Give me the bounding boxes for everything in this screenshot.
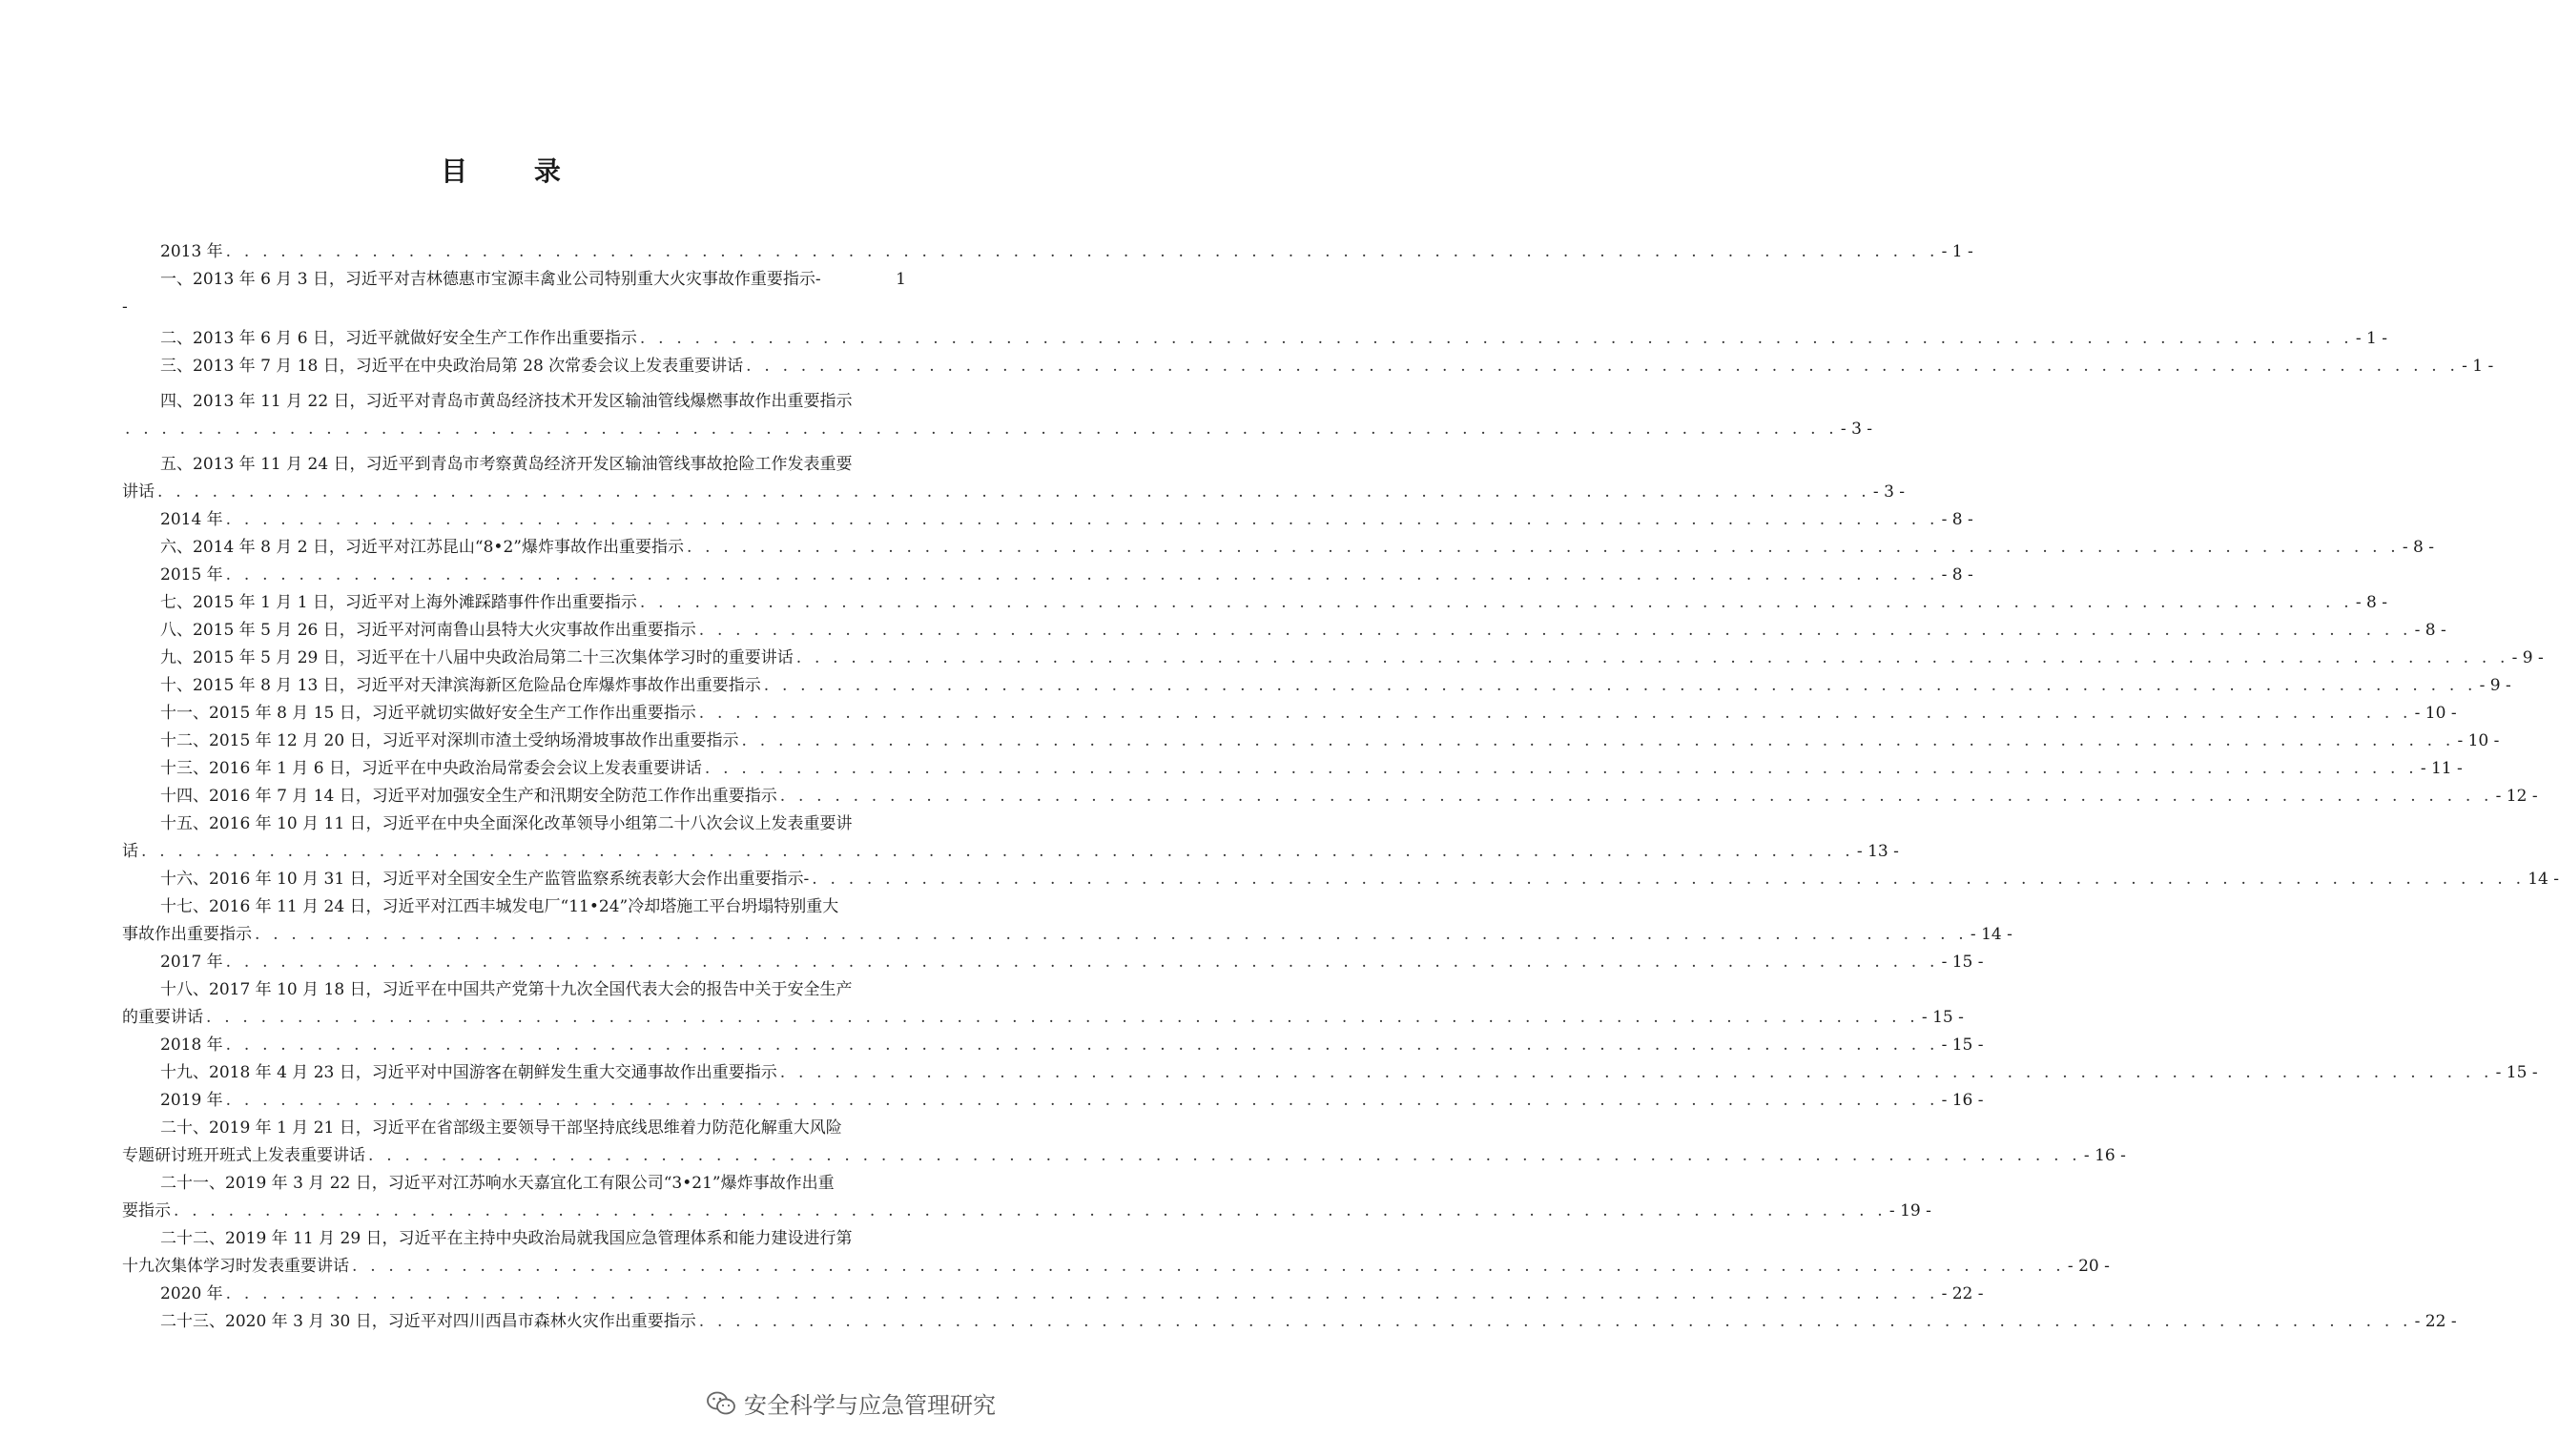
toc-entry[interactable] <box>122 534 2435 562</box>
toc-page-number: 1 <box>896 270 906 289</box>
leader-dots: . . . . . . . . . . . . . . . . . . . . . . . . . . . . . . . . . . . . . . . . . . . . . . . . . . . . . . . . . . . . . . . . . . . . . . . . . . . . . . . . . . . . . . . . . . . . . . <box>639 593 2353 612</box>
toc-entry-text: 十二、2015 年 12 月 20 日，习近平对深圳市渣土受纳场滑坡事故作出重要指示 <box>160 731 739 750</box>
leader-dots: . . . . . . . . . . . . . . . . . . . . . . . . . . . . . . . . . . . . . . . . . . . . . . . . . . . . . . . . . . . . . . . . . . . . . . . . . . . . . . . . . . . . . . . . . . . . . . <box>698 1312 2412 1331</box>
leader-dots: . . . . . . . . . . . . . . . . . . . . . . . . . . . . . . . . . . . . . . . . . . . . . . . . . . . . . . . . . . . . . . . . . . . . . . . . . . . . . . . . . . . . . . . . . . . . . . <box>125 420 1838 439</box>
toc-page-number: - 15 - <box>1941 953 1984 972</box>
toc-entry-text: 十七、2016 年 11 月 24 日，习近平对江西丰城发电厂“11•24”冷却塔施工平台坍塌特别重大 <box>160 897 839 916</box>
toc-page-number: 14 - <box>2528 870 2559 889</box>
leader-dots: . . . . . . . . . . . . . . . . . . . . . . . . . . . . . . . . . . . . . . . . . . . . . . . . . . . . . . . . . . . . . . . . . . . . . . . . . . . . . . . . . . . . . . . . . . . . . . <box>225 953 1939 972</box>
toc-entry-text: 十九、2018 年 4 月 23 日，习近平对中国游客在朝鲜发生重大交通事故作出重要指示 <box>160 1063 777 1082</box>
toc-page-number: - 15 - <box>1941 1036 1984 1055</box>
toc-entry[interactable] <box>122 353 2494 380</box>
leader-dots: . . . . . . . . . . . . . . . . . . . . . . . . . . . . . . . . . . . . . . . . . . . . . . . . . . . . . . . . . . . . . . . . . . . . . . . . . . . . . . . . . . . . . . . . . . . . . . <box>157 482 1870 502</box>
toc-entry[interactable] <box>122 562 1973 589</box>
toc-entry-text: 十八、2017 年 10 月 18 日，习近平在中国共产党第十九次全国代表大会的报告中关于安全生产 <box>160 980 853 999</box>
toc-page-number: - 8 - <box>2414 621 2446 640</box>
toc-page-number: - 19 - <box>1888 1201 1931 1220</box>
toc-page-number: - 3 - <box>1872 482 1906 502</box>
toc-page-number: - 8 - <box>2402 538 2435 557</box>
toc-page-number: - 22 - <box>1941 1284 1984 1303</box>
toc-entry-text: 六、2014 年 8 月 2 日，习近平对江苏昆山“8•2”爆炸事故作出重要指示 <box>160 538 684 557</box>
toc-entry-text: 2019 年 <box>160 1091 223 1110</box>
toc-entry[interactable] <box>122 589 2387 617</box>
toc-entry-text-cont: 十九次集体学习时发表重要讲话 <box>122 1257 349 1276</box>
toc-page-number: - 1 - <box>2355 329 2387 348</box>
toc-entry[interactable] <box>122 893 2012 949</box>
toc-entry-text: 十五、2016 年 10 月 11 日，习近平在中央全面深化改革领导小组第二十八次会议上发表重要讲 <box>160 814 853 833</box>
toc-entry-text-cont: 专题研讨班开班式上发表重要讲话 <box>122 1146 365 1165</box>
leader-dots: . . . . . . . . . . . . . . . . . . . . . . . . . . . . . . . . . . . . . . . . . . . . . . . . . . . . . . . . . . . . . . . . . . . . . . . . . . . . . . . . . . . . . . . . . . . . . . <box>698 621 2412 640</box>
toc-entry-text-cont: - <box>122 297 128 317</box>
toc-page-number: - 22 - <box>2414 1312 2457 1331</box>
toc-page-number: - 13 - <box>1856 842 1899 861</box>
toc-entry-text: 十三、2016 年 1 月 6 日，习近平在中央政治局常委会会议上发表重要讲话 <box>160 759 702 778</box>
toc-page-number: - 16 - <box>2083 1146 2126 1165</box>
leader-dots: . . . . . . . . . . . . . . . . . . . . . . . . . . . . . . . . . . . . . . . . . . . . . . . . . . . . . . . . . . . . . . . . . . . . . . . . . . . . . . . . . . . . . . . . . . . . . . <box>704 759 2418 778</box>
leader-dots: . . . . . . . . . . . . . . . . . . . . . . . . . . . . . . . . . . . . . . . . . . . . . . . . . . . . . . . . . . . . . . . . . . . . . . . . . . . . . . . . . . . . . . . . . . . . . . <box>779 1063 2493 1082</box>
leader-dots: . . . . . . . . . . . . . . . . . . . . . . . . . . . . . . . . . . . . . . . . . . . . . . . . . . . . . . . . . . . . . . . . . . . . . . . . . . . . . . . . . . . . . . . . . . . . . . <box>741 731 2455 750</box>
watermark <box>706 1386 996 1420</box>
toc-page-number: - 8 - <box>1941 565 1973 584</box>
toc-page-number: - 15 - <box>2495 1063 2538 1082</box>
leader-dots: . . . . . . . . . . . . . . . . . . . . . . . . . . . . . . . . . . . . . . . . . . . . . . . . . . . . . . . . . . . . . . . . . . . . . . . . . . . . . . . . . . . . . . . . . . . . . . <box>206 1008 1919 1027</box>
leader-dots: . . . . . . . . . . . . . . . . . . . . . . . . . . . . . . . . . . . . . . . . . . . . . . . . . . . . . . . . . . . . . . . . . . . . . . . . . . . . . . . . . . . . . . . . . . . . . . <box>225 1284 1939 1303</box>
toc-page-number: - 10 - <box>2457 731 2500 750</box>
toc-page-number: - 9 - <box>2479 676 2511 695</box>
table-of-contents <box>122 238 2559 1336</box>
toc-page-number: - 1 - <box>1941 242 1973 261</box>
toc-entry[interactable] <box>122 266 906 321</box>
toc-entry-text: 三、2013 年 7 月 18 日，习近平在中央政治局第 28 次常委会议上发表重要讲话 <box>160 357 744 376</box>
toc-entry-text: 十六、2016 年 10 月 31 日，习近平对全国安全生产监管监察系统表彰大会作出重要指示- <box>160 870 810 889</box>
toc-entry-text: 四、2013 年 11 月 22 日，习近平对青岛市黄岛经济技术开发区输油管线爆燃事故作出重要指示 <box>160 392 853 411</box>
leader-dots: . . . . . . . . . . . . . . . . . . . . . . . . . . . . . . . . . . . . . . . . . . . . . . . . . . . . . . . . . . . . . . . . . . . . . . . . . . . . . . . . . . . . . . . . . . . . . . <box>225 1091 1939 1110</box>
toc-page-number: - 14 - <box>1970 925 2012 944</box>
toc-entry-text: 2015 年 <box>160 565 223 584</box>
toc-entry-text: 八、2015 年 5 月 26 日，习近平对河南鲁山县特大火灾事故作出重要指示 <box>160 621 696 640</box>
toc-page-number: - 3 - <box>1840 420 1873 439</box>
leader-dots: . . . . . . . . . . . . . . . . . . . . . . . . . . . . . . . . . . . . . . . . . . . . . . . . . . . . . . . . . . . . . . . . . . . . . . . . . . . . . . . . . . . . . . . . . . . . . . <box>779 787 2493 806</box>
watermark-text: 安全科学与应急管理研究 <box>744 1392 996 1419</box>
toc-entry[interactable] <box>122 866 2559 893</box>
toc-entry[interactable] <box>122 700 2457 728</box>
toc-entry[interactable] <box>122 810 1899 866</box>
toc-entry[interactable] <box>122 783 2538 810</box>
toc-page-number: - 16 - <box>1941 1091 1984 1110</box>
toc-entry-text: 二十三、2020 年 3 月 30 日，习近平对四川西昌市森林火灾作出重要指示 <box>160 1312 696 1331</box>
toc-entry[interactable] <box>122 1115 2126 1170</box>
leader-dots: . . . . . . . . . . . . . . . . . . . . . . . . . . . . . . . . . . . . . . . . . . . . . . . . . . . . . . . . . . . . . . . . . . . . . . . . . . . . . . . . . . . . . . . . . . . . . . <box>812 870 2526 889</box>
leader-dots: . . . . . . . . . . . . . . . . . . . . . . . . . . . . . . . . . . . . . . . . . . . . . . . . . . . . . . . . . . . . . . . . . . . . . . . . . . . . . . . . . . . . . . . . . . . . . . <box>225 242 1939 261</box>
toc-entry[interactable] <box>122 1281 1984 1308</box>
leader-dots: . . . . . . . . . . . . . . . . . . . . . . . . . . . . . . . . . . . . . . . . . . . . . . . . . . . . . . . . . . . . . . . . . . . . . . . . . . . . . . . . . . . . . . . . . . . . . . <box>639 329 2353 348</box>
toc-entry[interactable] <box>122 388 1873 443</box>
toc-entry[interactable] <box>122 672 2511 700</box>
leader-dots: . . . . . . . . . . . . . . . . . . . . . . . . . . . . . . . . . . . . . . . . . . . . . . . . . . . . . . . . . . . . . . . . . . . . . . . . . . . . . . . . . . . . . . . . . . . . . . <box>225 510 1939 529</box>
leader-dots: . . . . . . . . . . . . . . . . . . . . . . . . . . . . . . . . . . . . . . . . . . . . . . . . . . . . . . . . . . . . . . . . . . . . . . . . . . . . . . . . . . . . . . . . . . . . . . <box>352 1257 2065 1276</box>
toc-entry-text: 一、2013 年 6 月 3 日，习近平对吉林德惠市宝源丰禽业公司特别重大火灾事故作重要指示- <box>160 270 821 289</box>
toc-entry[interactable] <box>122 451 1906 506</box>
toc-page-number: - 9 - <box>2511 648 2544 667</box>
toc-entry[interactable] <box>122 1059 2538 1087</box>
toc-page-number: - 10 - <box>2414 704 2457 723</box>
toc-entry[interactable] <box>122 506 1973 534</box>
toc-entry-text: 二十、2019 年 1 月 21 日，习近平在省部级主要领导干部坚持底线思维着力防范化解重大风险 <box>160 1118 842 1138</box>
leader-dots: . . . . . . . . . . . . . . . . . . . . . . . . . . . . . . . . . . . . . . . . . . . . . . . . . . . . . . . . . . . . . . . . . . . . . . . . . . . . . . . . . . . . . . . . . . . . . . <box>686 538 2400 557</box>
toc-entry[interactable] <box>122 617 2446 645</box>
toc-entry-text: 2020 年 <box>160 1284 223 1303</box>
toc-entry-text: 2018 年 <box>160 1036 223 1055</box>
page-title: 目 录 <box>441 155 589 187</box>
toc-entry-text-cont: 话 <box>122 842 138 861</box>
toc-entry-text-cont: 讲话 <box>122 482 155 502</box>
wechat-icon <box>706 1390 736 1417</box>
leader-dots: . . . . . . . . . . . . . . . . . . . . . . . . . . . . . . . . . . . . . . . . . . . . . . . . . . . . . . . . . . . . . . . . . . . . . . . . . . . . . . . . . . . . . . . . . . . . . . <box>174 1201 1887 1220</box>
toc-entry[interactable] <box>122 238 1973 266</box>
toc-entry[interactable] <box>122 1087 1984 1115</box>
toc-page-number: - 12 - <box>2495 787 2538 806</box>
leader-dots: . . . . . . . . . . . . . . . . . . . . . . . . . . . . . . . . . . . . . . . . . . . . . . . . . . . . . . . . . . . . . . . . . . . . . . . . . . . . . . . . . . . . . . . . . . . . . . <box>225 565 1939 584</box>
toc-entry-text: 十、2015 年 8 月 13 日，习近平对天津滨海新区危险品仓库爆炸事故作出重要指示 <box>160 676 761 695</box>
toc-page-number: - 15 - <box>1921 1008 1964 1027</box>
leader-dots: . . . . . . . . . . . . . . . . . . . . . . . . . . . . . . . . . . . . . . . . . . . . . . . . . . . . . . . . . . . . . . . . . . . . . . . . . . . . . . . . . . . . . . . . . . . . . . <box>795 648 2509 667</box>
leader-dots: . . . . . . . . . . . . . . . . . . . . . . . . . . . . . . . . . . . . . . . . . . . . . . . . . . . . . . . . . . . . . . . . . . . . . . . . . . . . . . . . . . . . . . . . . . . . . . <box>698 704 2412 723</box>
leader-dots: . . . . . . . . . . . . . . . . . . . . . . . . . . . . . . . . . . . . . . . . . . . . . . . . . . . . . . . . . . . . . . . . . . . . . . . . . . . . . . . . . . . . . . . . . . . . . . <box>225 1036 1939 1055</box>
toc-entry-text-cont: 事故作出重要指示 <box>122 925 252 944</box>
toc-entry-text: 七、2015 年 1 月 1 日，习近平对上海外滩踩踏事件作出重要指示 <box>160 593 637 612</box>
leader-dots: . . . . . . . . . . . . . . . . . . . . . . . . . . . . . . . . . . . . . . . . . . . . . . . . . . . . . . . . . . . . . . . . . . . . . . . . . . . . . . . . . . . . . . . . . . . . . . <box>746 357 2460 376</box>
leader-dots: . . . . . . . . . . . . . . . . . . . . . . . . . . . . . . . . . . . . . . . . . . . . . . . . . . . . . . . . . . . . . . . . . . . . . . . . . . . . . . . . . . . . . . . . . . . . . . <box>141 842 1854 861</box>
toc-page-number: - 8 - <box>2355 593 2387 612</box>
toc-entry[interactable] <box>122 1308 2457 1336</box>
toc-entry-text: 十四、2016 年 7 月 14 日，习近平对加强安全生产和汛期安全防范工作作出重要指示 <box>160 787 777 806</box>
toc-page-number: - 20 - <box>2067 1257 2110 1276</box>
toc-entry[interactable] <box>122 949 1984 976</box>
toc-entry-text-cont: 要指示 <box>122 1201 171 1220</box>
toc-entry[interactable] <box>122 645 2544 672</box>
toc-entry-text: 二十一、2019 年 3 月 22 日，习近平对江苏响水天嘉宜化工有限公司“3•21”爆炸事故作出重 <box>160 1174 835 1193</box>
toc-entry[interactable] <box>122 1170 1931 1225</box>
toc-entry-text: 2017 年 <box>160 953 223 972</box>
toc-entry-text: 2013 年 <box>160 242 223 261</box>
toc-entry-text: 2014 年 <box>160 510 223 529</box>
toc-entry-text: 五、2013 年 11 月 24 日，习近平到青岛市考察黄岛经济开发区输油管线事故抢险工作发表重要 <box>160 455 853 474</box>
leader-dots: . . . . . . . . . . . . . . . . . . . . . . . . . . . . . . . . . . . . . . . . . . . . . . . . . . . . . . . . . . . . . . . . . . . . . . . . . . . . . . . . . . . . . . . . . . . . . . <box>763 676 2477 695</box>
toc-entry[interactable] <box>122 1032 1984 1059</box>
toc-page-number: - 11 - <box>2420 759 2463 778</box>
toc-page-number: - 8 - <box>1941 510 1973 529</box>
toc-entry[interactable] <box>122 1225 2110 1281</box>
toc-page-number: - 1 - <box>2462 357 2494 376</box>
leader-dots: . . . . . . . . . . . . . . . . . . . . . . . . . . . . . . . . . . . . . . . . . . . . . . . . . . . . . . . . . . . . . . . . . . . . . . . . . . . . . . . . . . . . . . . . . . . . . . <box>255 925 1968 944</box>
toc-entry-text: 九、2015 年 5 月 29 日，习近平在十八届中央政治局第二十三次集体学习时的重要讲话 <box>160 648 794 667</box>
toc-entry-text: 二十二、2019 年 11 月 29 日，习近平在主持中央政治局就我国应急管理体系和能力建设进行第 <box>160 1229 853 1248</box>
toc-entry[interactable] <box>122 325 2387 353</box>
toc-entry-text: 十一、2015 年 8 月 15 日，习近平就切实做好安全生产工作作出重要指示 <box>160 704 696 723</box>
toc-entry[interactable] <box>122 976 1964 1032</box>
toc-entry[interactable] <box>122 728 2500 755</box>
toc-entry[interactable] <box>122 755 2463 783</box>
toc-entry-text: 二、2013 年 6 月 6 日，习近平就做好安全生产工作作出重要指示 <box>160 329 637 348</box>
leader-dots: . . . . . . . . . . . . . . . . . . . . . . . . . . . . . . . . . . . . . . . . . . . . . . . . . . . . . . . . . . . . . . . . . . . . . . . . . . . . . . . . . . . . . . . . . . . . . . <box>368 1146 2081 1165</box>
toc-entry-text-cont: 的重要讲话 <box>122 1008 203 1027</box>
